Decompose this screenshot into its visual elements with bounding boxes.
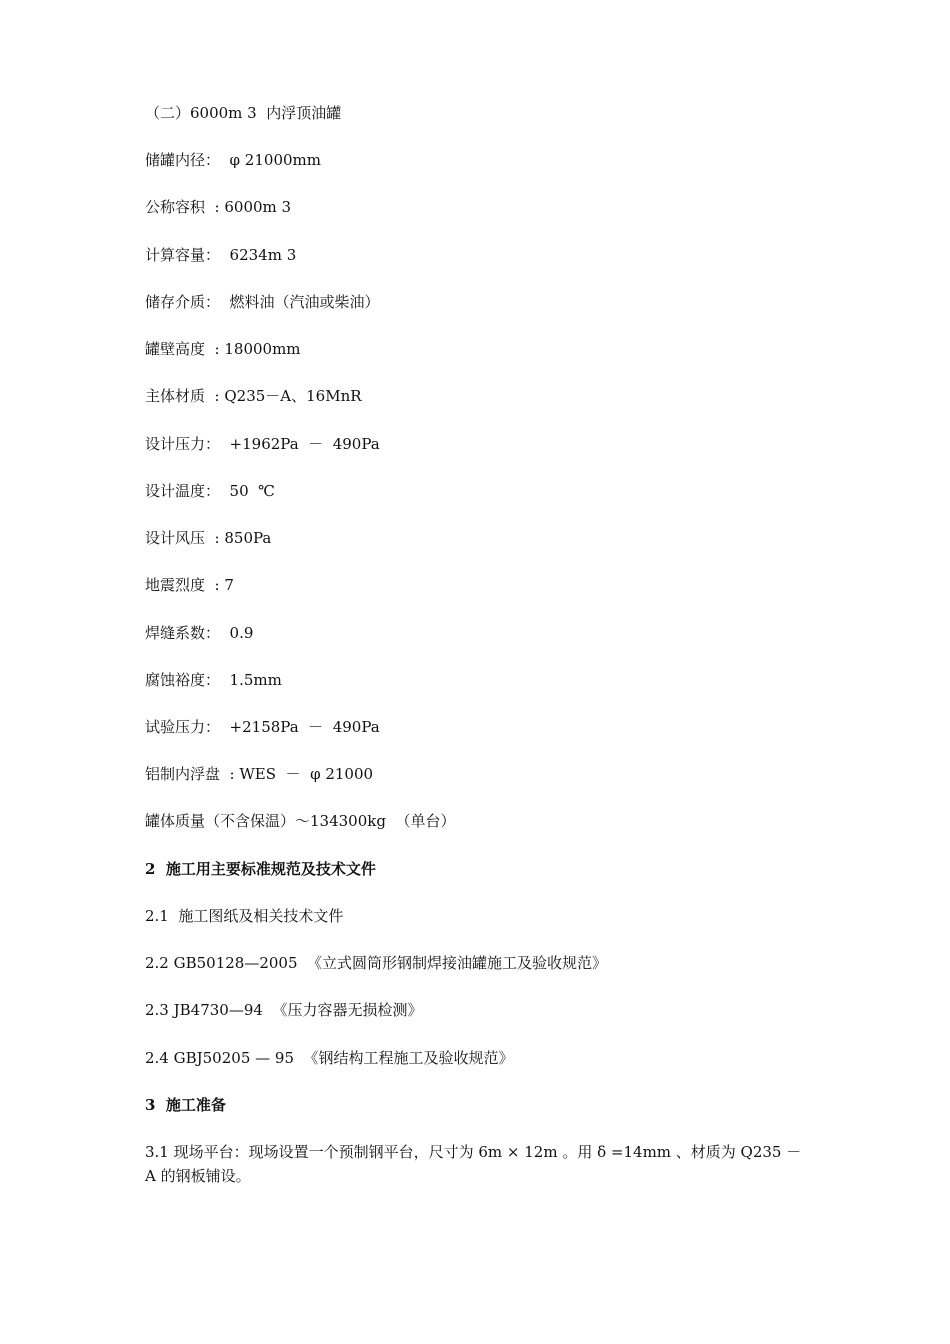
section-2-item-2: 2.2 GB50128—2005 《立式圆筒形钢制焊接油罐施工及验收规范》 — [145, 954, 608, 972]
section-2-item-1: 2.1 施工图纸及相关技术文件 — [145, 907, 344, 925]
spec-wind-pressure: 设计风压 : 850Pa — [145, 529, 272, 547]
spec-test-pressure: 试验压力： +2158Pa － 490Pa — [145, 718, 380, 736]
spec-seismic-intensity: 地震烈度 : 7 — [145, 576, 234, 594]
section-2-heading: 2 施工用主要标准规范及技术文件 — [145, 860, 376, 878]
spec-design-temperature: 设计温度： 50 ℃ — [145, 482, 275, 500]
spec-weld-coefficient: 焊缝系数： 0.9 — [145, 624, 254, 642]
spec-tank-mass: 罐体质量（不含保温）～134300kg （单台） — [145, 812, 456, 830]
section-3-heading: 3 施工准备 — [145, 1096, 226, 1114]
spec-storage-medium: 储存介质： 燃料油（汽油或柴油） — [145, 293, 380, 311]
spec-calculated-volume: 计算容量： 6234m 3 — [145, 246, 297, 264]
spec-main-material: 主体材质 : Q235－A、16MnR — [145, 387, 362, 405]
spec-corrosion-allowance: 腐蚀裕度： 1.5mm — [145, 671, 282, 689]
tank-title: （二）6000m 3 内浮顶油罐 — [145, 104, 342, 122]
spec-nominal-volume: 公称容积 : 6000m 3 — [145, 198, 292, 216]
spec-wall-height: 罐壁高度 : 18000mm — [145, 340, 301, 358]
spec-inner-diameter: 储罐内径： φ 21000mm — [145, 151, 321, 169]
section-2-item-4: 2.4 GBJ50205 — 95 《钢结构工程施工及验收规范》 — [145, 1049, 514, 1067]
section-2-item-3: 2.3 JB4730—94 《压力容器无损检测》 — [145, 1001, 423, 1019]
spec-design-pressure: 设计压力： +1962Pa － 490Pa — [145, 435, 380, 453]
section-3-1-paragraph: 3.1 现场平台：现场设置一个预制钢平台，尺寸为 6m × 12m 。用 δ =14mm 、材质为 Q235 － A 的钢板铺设。 — [145, 1143, 802, 1185]
spec-floating-disk: 铝制内浮盘 : WES － φ 21000 — [145, 765, 374, 783]
